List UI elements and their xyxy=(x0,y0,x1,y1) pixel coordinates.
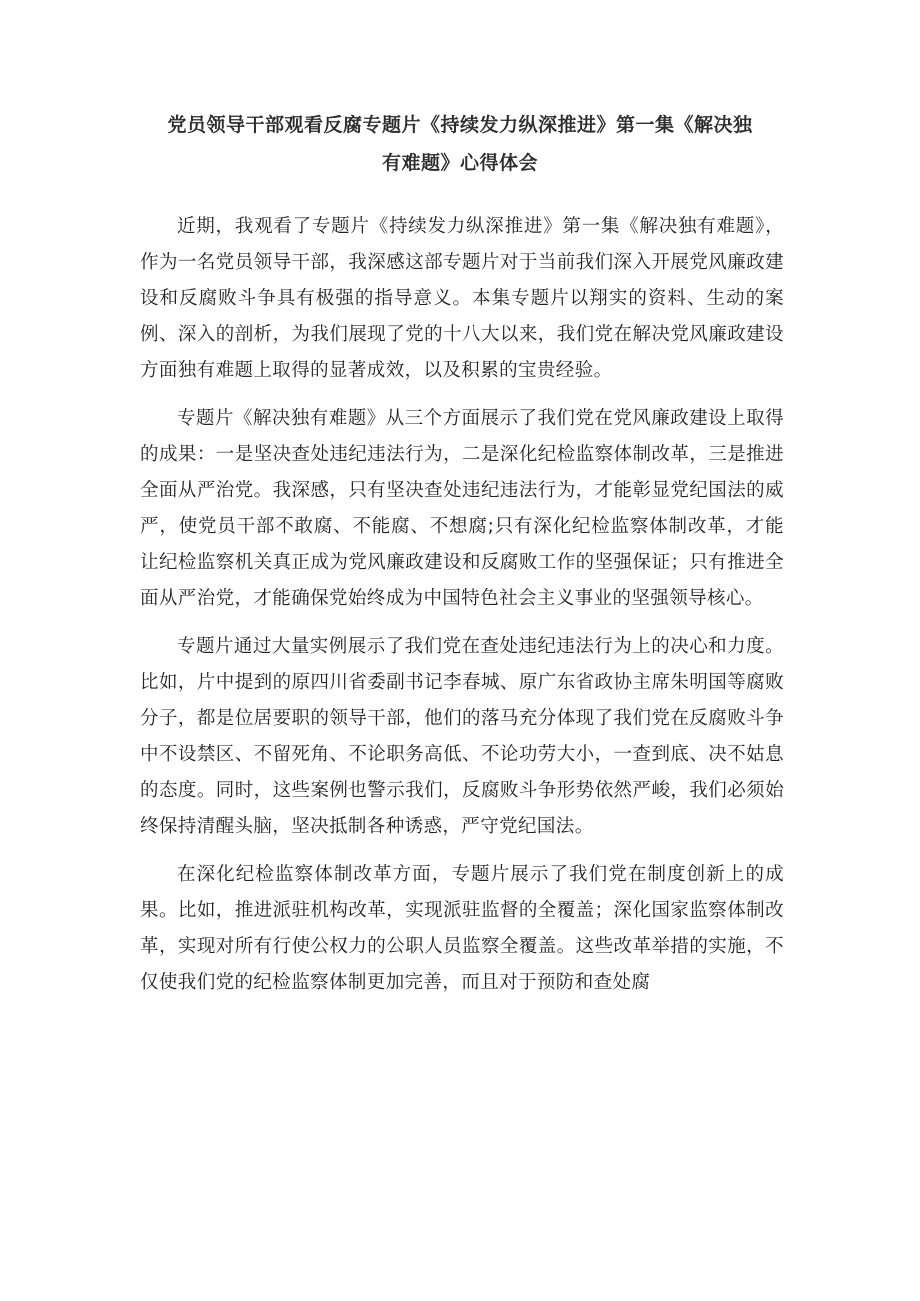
paragraph-1: 近期，我观看了专题片《持续发力纵深推进》第一集《解决独有难题》，作为一名党员领导干部，我深感这部专题片对于当前我们深入开展党风廉政建设和反腐败斗争具有极强的指导意义。本集专题片以翔实的资料、生动的案例、深入的剖析，为我们展现了党的十八大以来，我们党在解决党风廉政建设方面独有难题上取得的显著成效，以及积累的宝贵经验。 xyxy=(140,216,784,381)
paragraph-3: 专题片通过大量实例展示了我们党在查处违纪违法行为上的决心和力度。比如，片中提到的原四川省委副书记李春城、原广东省政协主席朱明国等腐败分子，都是位居要职的领导干部，他们的落马充分体现了我们党在反腐败斗争中不设禁区、不留死角、不论职务高低、不论功劳大小，一查到底、决不姑息的态度。同时，这些案例也警示我们，反腐败斗争形势依然严峻，我们必须始终保持清醒头脑，坚决抵制各种诱惑，严守党纪国法。 xyxy=(140,636,784,837)
paragraph-2: 专题片《解决独有难题》从三个方面展示了我们党在党风廉政建设上取得的成果：一是坚决查处违纪违法行为，二是深化纪检监察体制改革，三是推进全面从严治党。我深感，只有坚决查处违纪违法行为，才能彰显党纪国法的威严，使党员干部不敢腐、不能腐、不想腐;只有深化纪检监察体制改革，才能让纪检监察机关真正成为党风廉政建设和反腐败工作的坚强保证；只有推进全面从严治党，才能确保党始终成为中国特色社会主义事业的坚强领导核心。 xyxy=(140,408,784,609)
paragraph-4: 在深化纪检监察体制改革方面，专题片展示了我们党在制度创新上的成果。比如，推进派驻机构改革，实现派驻监督的全覆盖；深化国家监察体制改革，实现对所有行使公权力的公职人员监察全覆盖。这些改革举措的实施，不仅使我们党的纪检监察体制更加完善，而且对于预防和查处腐 xyxy=(140,864,784,993)
document-title-line-2: 有难题》心得体会 xyxy=(381,152,538,174)
document-title-line-1: 党员领导干部观看反腐专题片《持续发力纵深推进》第一集《解决独 xyxy=(167,114,753,136)
document-body xyxy=(140,209,784,1001)
